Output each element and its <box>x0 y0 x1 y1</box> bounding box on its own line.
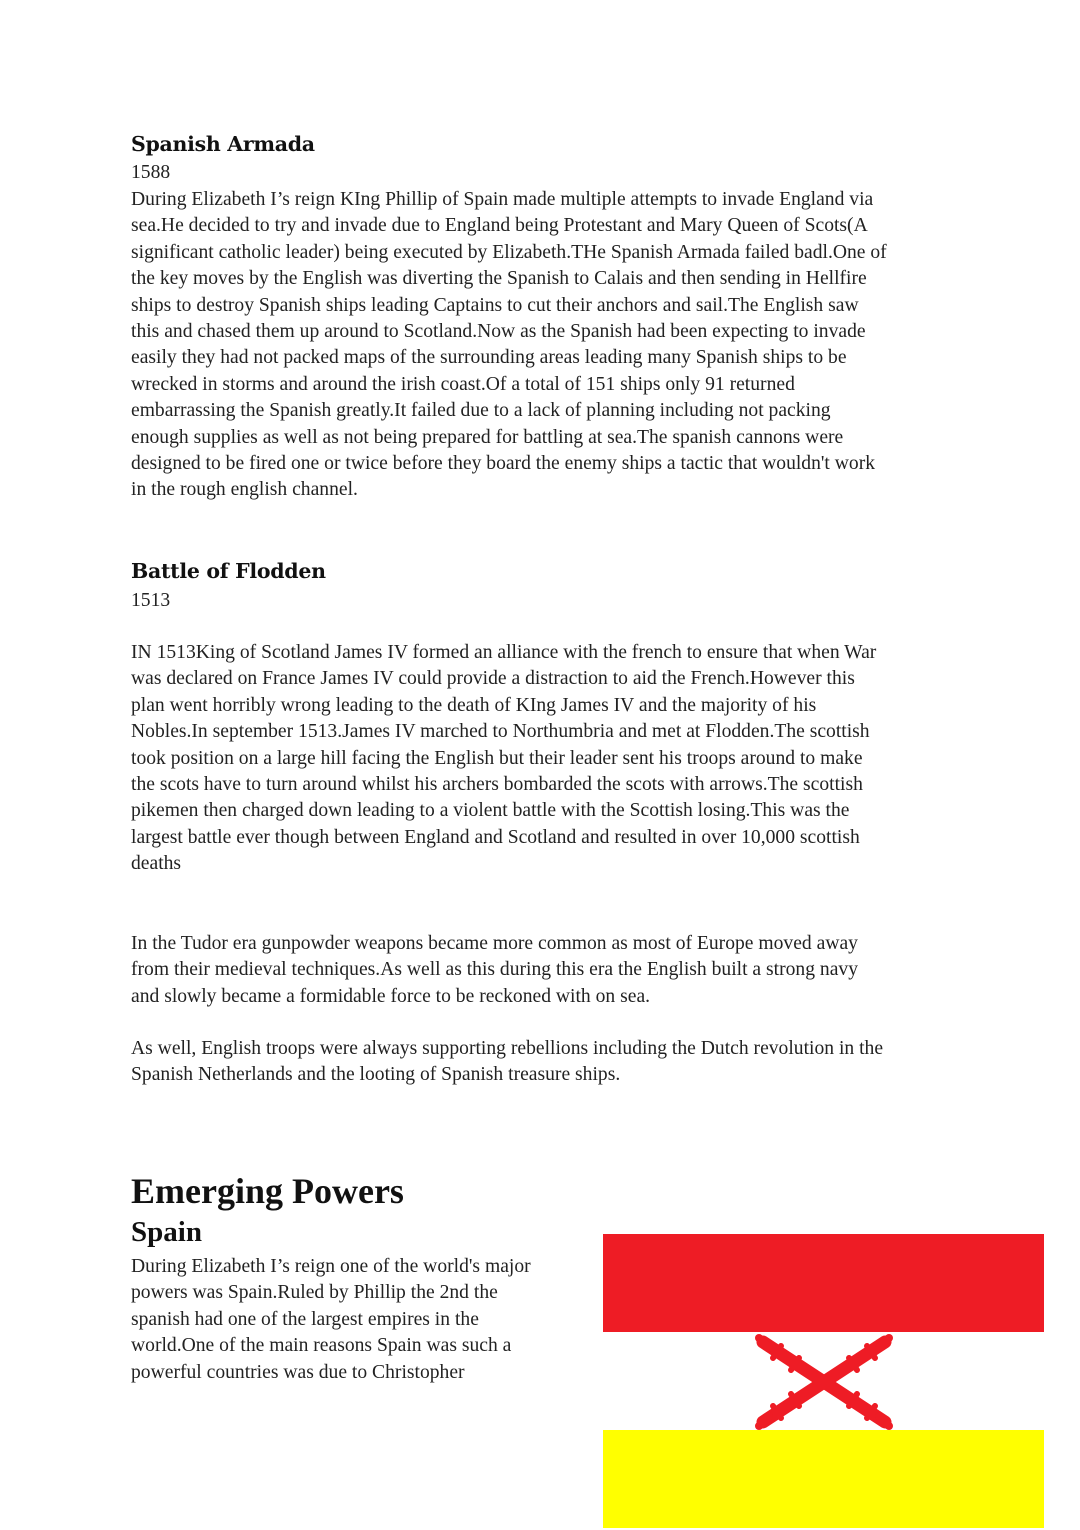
tudor-paragraph: In the Tudor era gunpowder weapons became more common as most of Europe moved away from their medieval techniques.As well as this during this era the English built a strong navy and slowly became a formidable force to be reckoned with on sea. <box>131 933 858 1007</box>
spain-paragraph: During Elizabeth I’s reign one of the world's major powers was Spain.Ruled by Phillip the 2nd the spanish had one of the largest empires in the world.One of the main reasons Spain was such a powerful countries was due to Christopher <box>131 1256 531 1383</box>
armada-year: 1588 <box>131 162 171 183</box>
armada-heading: Spanish Armada <box>131 132 315 156</box>
flodden-year: 1513 <box>131 590 171 611</box>
armada-paragraph: During Elizabeth I’s reign KIng Phillip of Spain made multiple attempts to invade England via sea.He decided to try and invade due to England being Protestant and Mary Queen of Scots(A significant catholic leader) being executed by Elizabeth.THe Spanish Armada failed badl.One of the key moves by the English was diverting the Spanish to Calais and then sending in Hellfire ships to destroy Spanish ships leading Captains to cut their anchors and sail.The English saw this and chased them up around to Scotland.Now as the Spanish had been expecting to invade easily they had not packed maps of the surrounding areas leading many Spanish ships to be wrecked in storms and around the irish coast.Of a total of 151 ships only 91 returned embarrassing the Spanish greatly.It failed due to a lack of planning including not packing enough supplies as well as not being prepared for battling at sea.The spanish cannons were designed to be fired one or twice before they board the enemy ships a tactic that wouldn't work in the rough english channel. <box>131 189 887 501</box>
flodden-paragraph: IN 1513King of Scotland James IV formed an alliance with the french to ensure that when War was declared on France James IV could provide a distraction to aid the French.However this plan went horribly wrong leading to the death of KIng James IV and the majority of his Nobles.In september 1513.James IV marched to Northumbria and met at Flodden.The scottish took position on a large hill facing the English but their leader sent his troops around to make the scots have to turn around whilst his archers bombarded the scots with arrows.The scottish pikemen then charged down leading to a violent battle with the Scottish losing.This was the largest battle ever though between England and Scotland and resulted in over 10,000 scottish deaths <box>131 642 877 875</box>
spain-heading: Spain <box>131 1216 202 1248</box>
spanish-flag-image <box>603 1234 1044 1528</box>
flag-yellow-band <box>603 1430 1044 1528</box>
flodden-heading: Battle of Flodden <box>131 559 326 583</box>
emerging-powers-heading: Emerging Powers <box>131 1171 404 1211</box>
english-troops-paragraph: As well, English troops were always supporting rebellions including the Dutch revolution in the Spanish Netherlands and the looting of Spanish treasure ships. <box>131 1038 884 1086</box>
flag-red-band <box>603 1234 1044 1332</box>
